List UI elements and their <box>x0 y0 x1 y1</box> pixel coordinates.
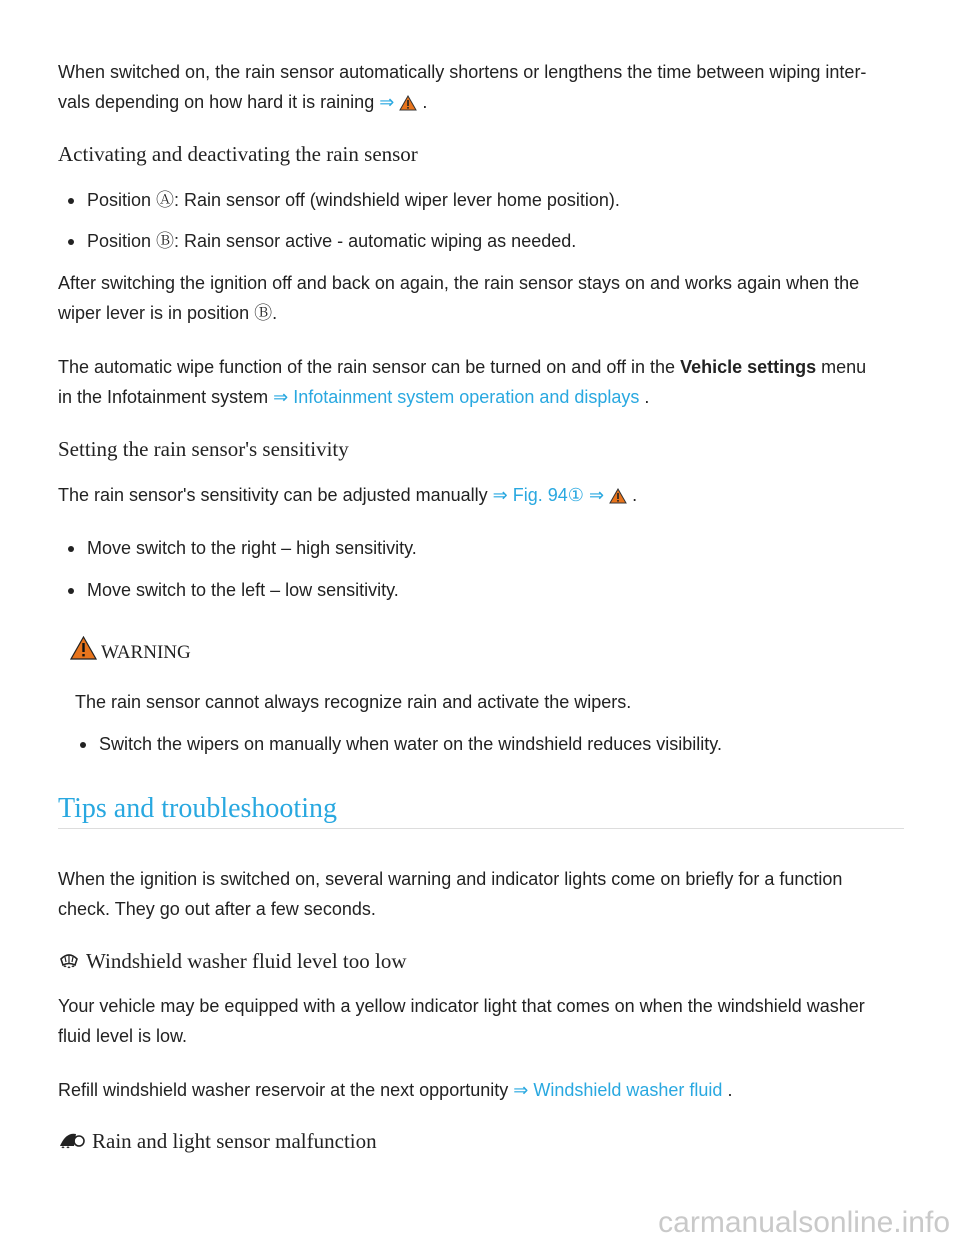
malfunction-heading <box>58 1128 377 1154</box>
malfunction-heading-text: Rain and light sensor malfunction <box>92 1129 377 1153</box>
list-item <box>68 536 417 560</box>
tips-paragraph <box>58 864 904 924</box>
sensitivity-paragraph <box>58 480 904 510</box>
auto-end: . <box>644 387 650 407</box>
auto-wipe-paragraph <box>58 352 904 412</box>
sensitivity-heading: Setting the rain sensor's sensitivity <box>58 437 349 461</box>
bullet-position-b: Position Ⓑ: Rain sensor active - automatic wiping as needed. <box>87 231 577 251</box>
vehicle-settings-label: Vehicle settings <box>680 357 817 377</box>
warning-triangle-icon <box>609 488 627 504</box>
auto-line-1-pre: The automatic wipe function of the rain sensor can be turned on and off in the <box>58 357 676 377</box>
washer-heading-text: Windshield washer fluid level too low <box>86 949 407 973</box>
intro-line-1: When switched on, the rain sensor automatically shortens or lengthens the time between wiping inter- <box>58 62 867 82</box>
warning-title-text: WARNING <box>101 642 191 663</box>
fig-94-link[interactable]: ⇒ Fig. 94① <box>492 485 584 505</box>
warning-title <box>70 636 191 668</box>
activating-heading: Activating and deactivating the rain sensor <box>58 142 418 166</box>
warning-text: The rain sensor cannot always recognize rain and activate the wipers. <box>75 692 632 712</box>
washer-line-1: Your vehicle may be equipped with a yellow indicator light that comes on when the windshield washer <box>58 996 865 1016</box>
auto-line-2-pre: in the Infotainment system <box>58 387 269 407</box>
washer-line-2: fluid level is low. <box>58 1026 188 1046</box>
list-item <box>68 578 399 602</box>
auto-line-1-post: menu <box>821 357 867 377</box>
washer-fluid-link[interactable]: ⇒ Windshield washer fluid <box>513 1080 723 1100</box>
washer-heading <box>58 948 407 974</box>
section-divider <box>58 828 904 829</box>
intro-end: . <box>422 92 428 112</box>
intro-line-2: vals depending on how hard it is raining <box>58 92 375 112</box>
bullet-move-left: Move switch to the left – low sensitivity. <box>87 580 399 600</box>
list-item <box>68 229 576 253</box>
list-item <box>80 732 722 756</box>
arrow-glyph: ⇒ <box>379 92 395 112</box>
washer-paragraph <box>58 991 904 1051</box>
warning-cross-ref-link[interactable] <box>379 92 417 112</box>
bullet-move-right: Move switch to the right – high sensitivity. <box>87 538 417 558</box>
warning-triangle-icon <box>399 95 417 111</box>
warning-cross-ref-link[interactable] <box>589 485 627 505</box>
after-switching-paragraph <box>58 268 904 328</box>
after-line-2: wiper lever is in position Ⓑ. <box>58 303 278 323</box>
sensitivity-line-pre: The rain sensor's sensitivity can be adjusted manually <box>58 485 488 505</box>
refill-pre: Refill windshield washer reservoir at the next opportunity <box>58 1080 509 1100</box>
tips-heading: Tips and troubleshooting <box>58 793 337 824</box>
tips-line-2: check. They go out after a few seconds. <box>58 899 376 919</box>
warning-bullet: Switch the wipers on manually when water on the windshield reduces visibility. <box>99 734 722 754</box>
refill-end: . <box>727 1080 733 1100</box>
arrow-glyph: ⇒ <box>588 485 605 505</box>
after-line-1: After switching the ignition off and back on again, the rain sensor stays on and works again when the <box>58 273 860 293</box>
tips-line-1: When the ignition is switched on, several warning and indicator lights come on briefly for a function <box>58 869 843 889</box>
warning-triangle-icon <box>70 636 97 660</box>
rain-light-sensor-icon <box>58 1130 86 1150</box>
sensitivity-end: . <box>632 485 638 505</box>
refill-paragraph <box>58 1075 904 1105</box>
bullet-position-a: Position Ⓐ: Rain sensor off (windshield wiper lever home position). <box>87 190 620 210</box>
intro-paragraph <box>58 57 904 117</box>
infotainment-link[interactable]: ⇒ Infotainment system operation and displays <box>273 387 640 407</box>
washer-fluid-icon <box>58 950 80 970</box>
watermark: carmanualsonline.info <box>658 1206 950 1239</box>
list-item <box>68 188 620 212</box>
